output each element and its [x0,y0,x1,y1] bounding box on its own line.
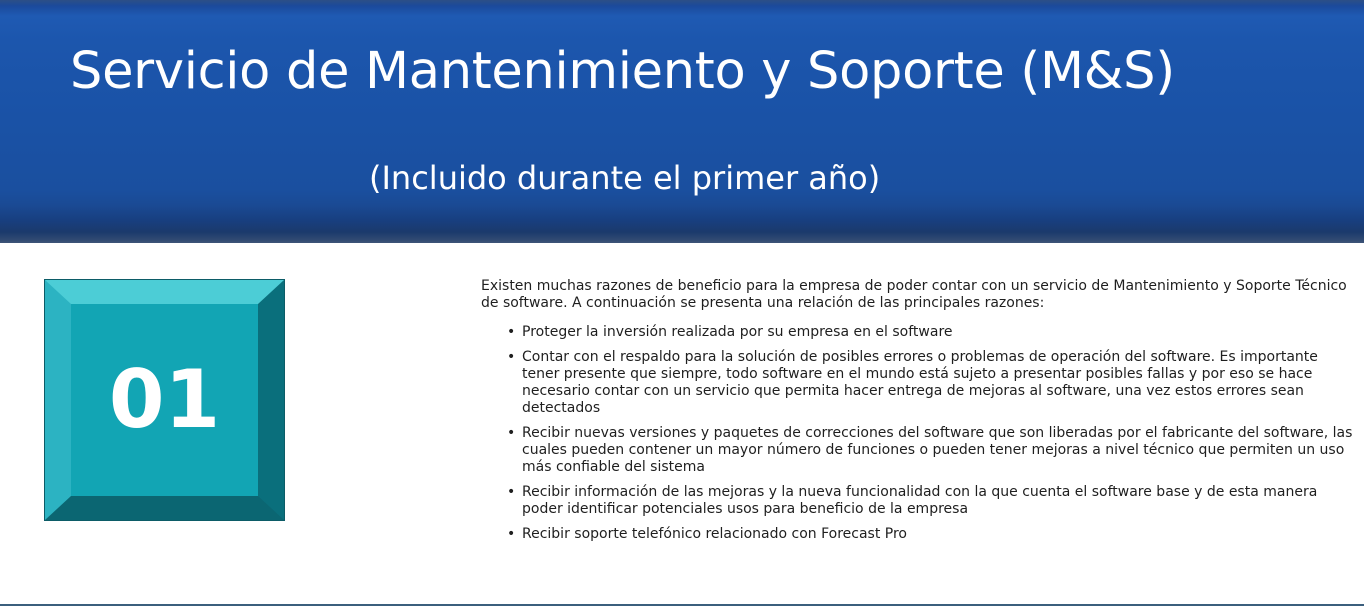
bullet-icon: • [507,425,516,441]
section-number: 01 [108,353,221,446]
list-item [481,324,1357,341]
list-item [481,526,1357,543]
page-title: Servicio de Mantenimiento y Soporte (M&S) [70,42,1175,101]
content-block [481,278,1357,551]
reasons-list [481,324,1357,543]
section-number-tile [45,280,284,520]
bullet-icon: • [507,349,516,365]
bottom-divider [0,604,1364,606]
bullet-icon: • [507,324,516,340]
list-item-text: Recibir información de las mejoras y la nueva funcionalidad con la que cuenta el software base y de esta manera poder identificar potenciales usos para beneficio de la empresa [522,484,1318,517]
list-item [481,425,1357,476]
header-banner [0,0,1364,243]
list-item-text: Recibir nuevas versiones y paquetes de correcciones del software que son liberadas por el fabricante del software, las cuales pueden contener un mayor número de funciones o pueden tener mejoras a nivel técnico que permiten un uso más confiable del sistema [522,425,1353,475]
bullet-icon: • [507,526,516,542]
list-item-text: Contar con el respaldo para la solución de posibles errores o problemas de operación del software. Es importante tener presente que siempre, todo software en el mundo está sujeto a presentar posibles fallas y por eso se hace necesario contar con un servicio que permita hacer entrega de mejoras al software, una vez estos errores sean detectados [522,349,1318,416]
intro-paragraph: Existen muchas razones de beneficio para la empresa de poder contar con un servicio de Mantenimiento y Soporte Técnico de software. A continuación se presenta una relación de las principales razones: [481,278,1347,311]
list-item-text: Recibir soporte telefónico relacionado con Forecast Pro [522,526,907,542]
list-item [481,349,1357,417]
list-item-text: Proteger la inversión realizada por su empresa en el software [522,324,953,340]
list-item [481,484,1357,518]
page-subtitle: (Incluido durante el primer año) [369,159,881,197]
bullet-icon: • [507,484,516,500]
